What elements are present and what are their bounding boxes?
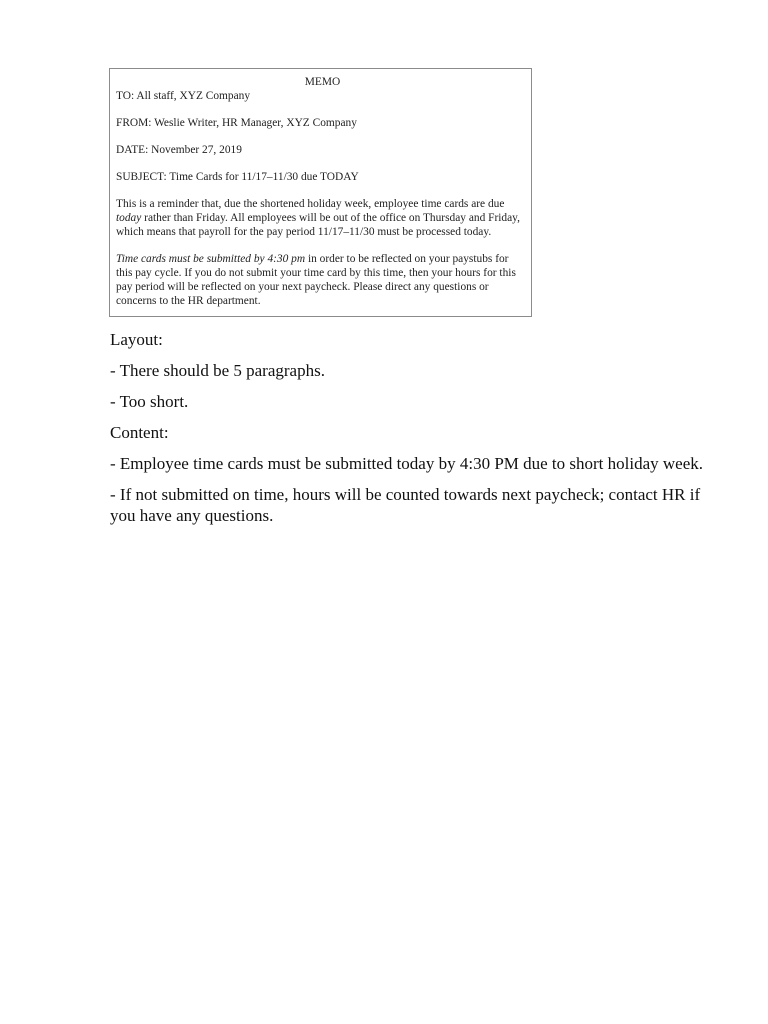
memo-image [109,68,532,317]
memo-date: DATE: November 27, 2019 [116,144,242,156]
memo-to: TO: All staff, XYZ Company [116,90,251,102]
memo-from: FROM: Weslie Writer, HR Manager, XYZ Company [116,117,357,129]
layout-item: - Too short. [110,392,189,411]
layout-item: - There should be 5 paragraphs. [110,361,325,380]
memo-paragraph-1-emphasis: today [116,212,142,224]
memo-paragraph-2 [116,252,521,308]
memo-paragraph-1-end: rather than Friday. All employees will be out of the office on Thursday and Friday, which means that payroll for the pay period 11/17–11/30 must be processed today. [116,212,520,238]
feedback-notes [110,329,710,536]
memo-paragraph-1 [116,197,521,239]
memo-title: MEMO [304,76,341,88]
content-item: - If not submitted on time, hours will be counted towards next paycheck; contact HR if you have any questions. [110,485,701,525]
content-item: - Employee time cards must be submitted today by 4:30 PM due to short holiday week. [110,454,704,473]
memo-paragraph-2-end: in order to be reflected on your paystubs for this pay cycle. If you do not submit your time card by this time, then your hours for this pay period will be reflected on your next paycheck. Please direct any questions or concerns to the HR department. [116,253,516,307]
memo-paragraph-2-emphasis: Time cards must be submitted by 4:30 pm [116,253,306,265]
memo-paragraph-1-start: This is a reminder that, due the shortened holiday week, employee time cards are due [116,198,505,210]
layout-heading: Layout: [110,330,163,349]
memo-subject: SUBJECT: Time Cards for 11/17–11/30 due TODAY [116,171,359,183]
content-heading: Content: [110,423,169,442]
